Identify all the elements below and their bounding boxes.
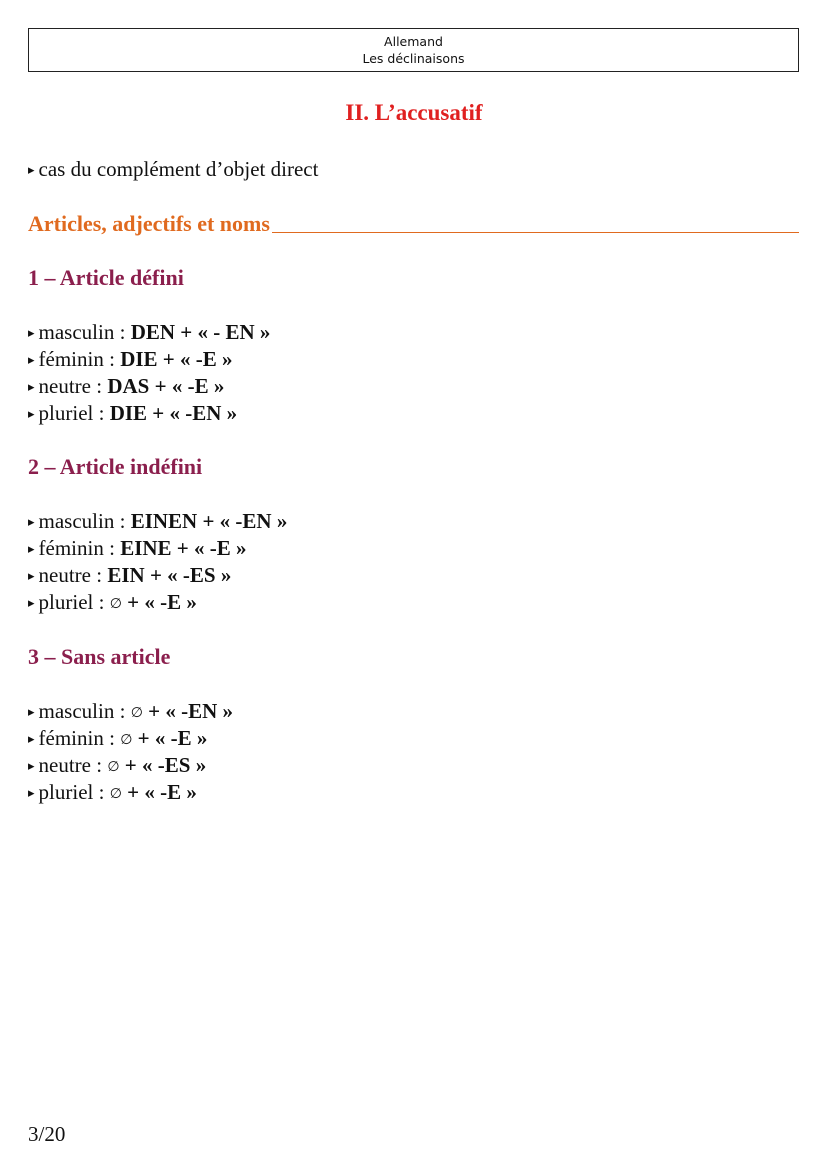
- item-label: pluriel :: [38, 780, 110, 804]
- item-article: DEN: [130, 320, 176, 344]
- list-item: [28, 373, 224, 400]
- item-ending: + « -EN »: [142, 699, 234, 723]
- item-label: pluriel :: [38, 590, 110, 614]
- item-article: EINEN: [130, 509, 198, 533]
- list-item: [28, 589, 197, 618]
- header-subject: Allemand: [384, 34, 443, 49]
- bullet-arrow-icon: ▸: [28, 758, 35, 773]
- bullet-arrow-icon: ▸: [28, 162, 35, 177]
- intro-text: cas du complément d’objet direct: [38, 157, 319, 181]
- list-item: [28, 535, 247, 562]
- item-label: féminin :: [38, 726, 121, 750]
- list-item: [28, 346, 233, 373]
- list-item: [28, 698, 233, 727]
- empty-set-symbol: ∅: [107, 759, 120, 775]
- page-number: 3/20: [28, 1122, 66, 1146]
- section-title: [28, 209, 799, 239]
- item-article: EINE: [120, 536, 172, 560]
- item-article: DIE: [109, 401, 148, 425]
- item-ending: + « - EN »: [175, 320, 271, 344]
- bullet-arrow-icon: ▸: [28, 325, 35, 340]
- item-label: pluriel :: [38, 401, 110, 425]
- list-item: [28, 752, 206, 781]
- bullet-arrow-icon: ▸: [28, 406, 35, 421]
- item-ending: + « -E »: [149, 374, 225, 398]
- item-ending: + « -E »: [121, 590, 197, 614]
- item-label: féminin :: [38, 536, 121, 560]
- item-label: neutre :: [38, 374, 108, 398]
- intro-line: [28, 156, 318, 183]
- section-underline: [272, 232, 799, 233]
- item-label: neutre :: [38, 563, 108, 587]
- section-title-text: Articles, adjectifs et noms: [28, 211, 270, 236]
- item-ending: + « -E »: [121, 780, 197, 804]
- bullet-arrow-icon: ▸: [28, 785, 35, 800]
- group-title-defini: 1 – Article défini: [28, 265, 184, 290]
- chapter-title: II. L’accusatif: [345, 100, 483, 125]
- bullet-arrow-icon: ▸: [28, 379, 35, 394]
- item-ending: + « -E »: [171, 536, 247, 560]
- list-item: [28, 319, 270, 346]
- empty-set-symbol: ∅: [109, 786, 122, 802]
- item-label: neutre :: [38, 753, 108, 777]
- item-ending: + « -E »: [157, 347, 233, 371]
- item-label: masculin :: [38, 699, 131, 723]
- group-title-indefini: 2 – Article indéfini: [28, 454, 203, 479]
- empty-set-symbol: ∅: [120, 732, 133, 748]
- item-label: féminin :: [38, 347, 121, 371]
- empty-set-symbol: ∅: [109, 596, 122, 612]
- item-label: masculin :: [38, 509, 131, 533]
- item-ending: + « -EN »: [147, 401, 238, 425]
- empty-set-symbol: ∅: [130, 705, 143, 721]
- list-item: [28, 725, 207, 754]
- bullet-arrow-icon: ▸: [28, 541, 35, 556]
- item-label: masculin :: [38, 320, 131, 344]
- bullet-arrow-icon: ▸: [28, 514, 35, 529]
- page-header: [28, 28, 799, 72]
- bullet-arrow-icon: ▸: [28, 704, 35, 719]
- list-item: [28, 779, 197, 808]
- list-item: [28, 562, 231, 589]
- item-ending: + « -ES »: [144, 563, 232, 587]
- item-ending: + « -ES »: [119, 753, 207, 777]
- item-article: DIE: [120, 347, 158, 371]
- bullet-arrow-icon: ▸: [28, 595, 35, 610]
- item-ending: + « -EN »: [197, 509, 288, 533]
- list-item: [28, 508, 287, 535]
- group-title-sans-article: 3 – Sans article: [28, 644, 171, 669]
- list-item: [28, 400, 237, 427]
- bullet-arrow-icon: ▸: [28, 731, 35, 746]
- bullet-arrow-icon: ▸: [28, 568, 35, 583]
- item-article: EIN: [107, 563, 145, 587]
- item-article: DAS: [107, 374, 150, 398]
- item-ending: + « -E »: [132, 726, 208, 750]
- header-topic: Les déclinaisons: [362, 51, 465, 66]
- bullet-arrow-icon: ▸: [28, 352, 35, 367]
